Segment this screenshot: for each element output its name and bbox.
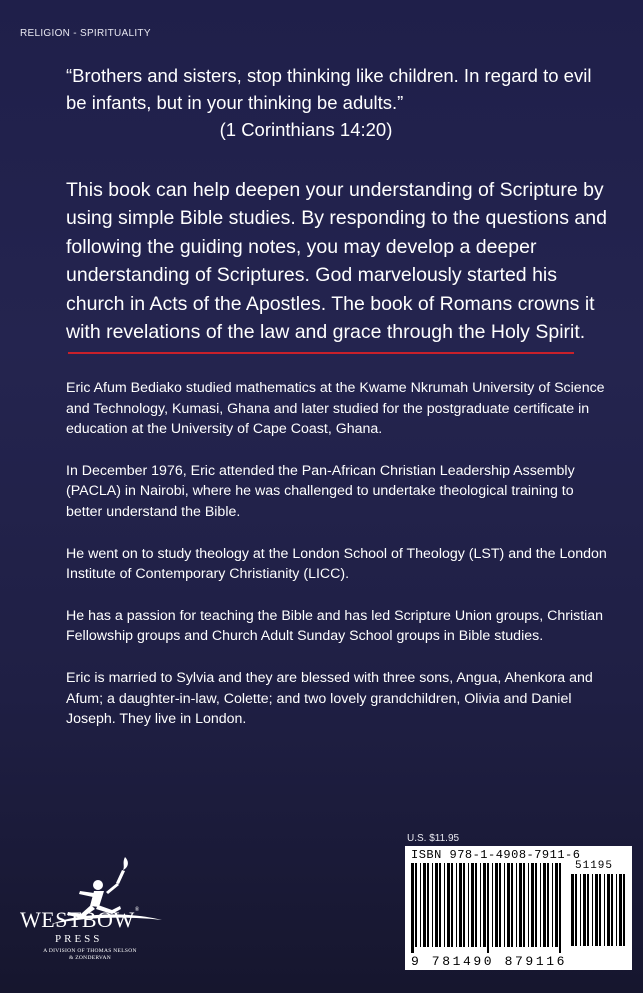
bio-paragraph: He has a passion for teaching the Bible and has led Scripture Union groups, Christian Fellowship groups and Church Adult Sunday School groups in Bible studies.	[66, 607, 604, 645]
registered-mark: ®	[134, 907, 140, 913]
addon-number: 51195	[575, 860, 614, 872]
publisher-press: PRESS	[55, 933, 103, 945]
bio-paragraph: Eric is married to Sylvia and they are blessed with three sons, Angua, Ahenkora and Afum; a daughter-in-law, Colette; and two lovely grandchildren, Olivia and Daniel Joseph. They live in London.	[66, 669, 593, 728]
quote-reference: (1 Corinthians 14:20)	[219, 119, 393, 140]
publisher-division	[30, 948, 150, 962]
ean-number: 9 781490 879116	[411, 954, 568, 969]
ean-barcode	[411, 863, 566, 953]
barcode-box	[405, 846, 632, 970]
book-description	[66, 176, 611, 346]
bio-paragraph: Eric Afum Bediako studied mathematics at the Kwame Nkrumah University of Science and Technology, Kumasi, Ghana and later studied for the postgraduate certificate in education at the University of Cape Coast, Ghana.	[66, 380, 605, 438]
bio-paragraph: In December 1976, Eric attended the Pan-African Christian Leadership Assembly (PACLA) in Nairobi, where he was challenged to undertake theological training to better understand the Bible.	[66, 462, 575, 520]
publisher-name: WESTBOW®	[20, 907, 140, 932]
category-label: RELIGION - SPIRITUALITY	[20, 28, 151, 39]
division-line: & ZONDERVAN	[68, 955, 112, 961]
price-label: U.S. $11.95	[407, 833, 460, 844]
division-line: A DIVISION OF THOMAS NELSON	[43, 948, 137, 954]
epigraph-quote	[66, 62, 606, 143]
bio-paragraph: He went on to study theology at the London School of Theology (LST) and the London Institute of Contemporary Christianity (LICC).	[66, 545, 607, 583]
author-bio	[66, 378, 611, 751]
quote-text: “Brothers and sisters, stop thinking like children. In regard to evil be infants, but in your thinking be adults.”	[66, 65, 592, 113]
description-text: This book can help deepen your understanding of Scripture by using simple Bible studies. By responding to the questions and following the guiding notes, you may develop a deeper understanding of Scriptures. God marvelously started his church in Acts of the Apostles. The book of Romans crowns it with revelations of the law and grace through the Holy Spirit.	[66, 179, 607, 344]
addon-barcode	[571, 874, 627, 952]
isbn-label: ISBN 978-1-4908-7911-6	[411, 848, 581, 862]
section-divider	[68, 352, 574, 354]
